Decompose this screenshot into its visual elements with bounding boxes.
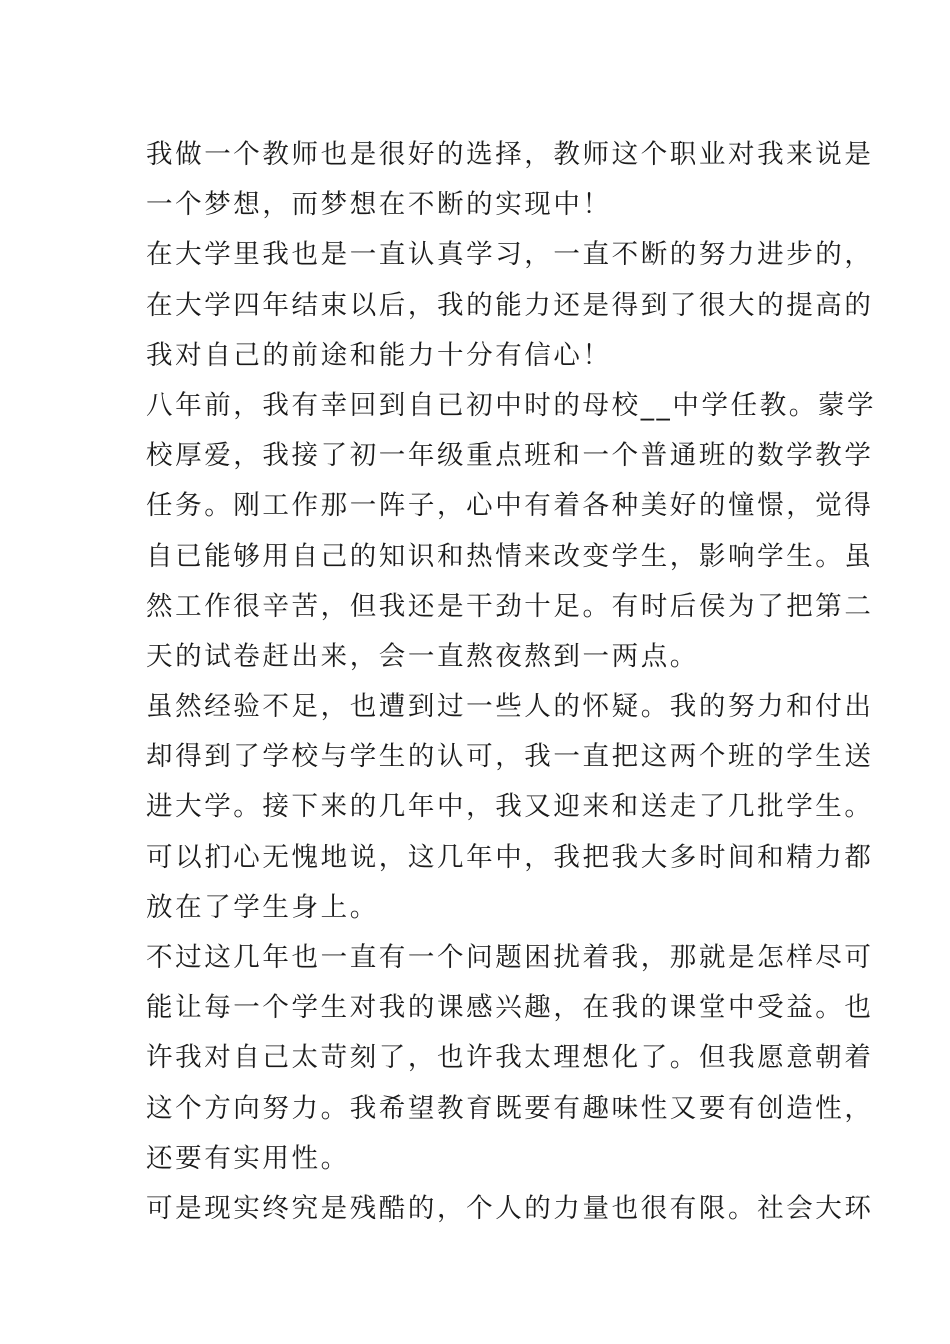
text-line: 能让每一个学生对我的课感兴趣，在我的课堂中受益。也	[146, 992, 874, 1024]
text-line: 然工作很辛苦，但我还是干劲十足。有时后侯为了把第二	[146, 590, 874, 622]
text-line: 却得到了学校与学生的认可，我一直把这两个班的学生送	[146, 741, 874, 773]
text-line: 校厚爱，我接了初一年级重点班和一个普通班的数学教学	[146, 440, 874, 472]
text-line: 我对自己的前途和能力十分有信心！	[146, 339, 612, 371]
text-line: 八年前，我有幸回到自已初中时的母校__中学任教。蒙学	[146, 389, 877, 421]
document-body	[146, 130, 877, 1234]
text-line: 自已能够用自己的知识和热情来改变学生，影响学生。虽	[146, 540, 874, 572]
text-line: 这个方向努力。我希望教育既要有趣味性又要有创造性，	[146, 1092, 874, 1124]
text-line: 在大学四年结束以后，我的能力还是得到了很大的提高的	[146, 289, 874, 321]
text-line: 许我对自己太苛刻了，也许我太理想化了。但我愿意朝着	[146, 1042, 874, 1074]
text-line: 还要有实用性。	[146, 1142, 350, 1174]
text-line: 不过这几年也一直有一个问题困扰着我，那就是怎样尽可	[146, 942, 874, 973]
text-line: 虽然经验不足，也遭到过一些人的怀疑。我的努力和付出	[146, 691, 874, 723]
text-line: 进大学。接下来的几年中，我又迎来和送走了几批学生。	[146, 791, 874, 823]
text-line: 可以扪心无愧地说，这几年中，我把我大多时间和精力都	[146, 841, 874, 873]
text-line: 任务。刚工作那一阵子，心中有着各种美好的憧憬，觉得	[146, 490, 874, 522]
text-line: 放在了学生身上。	[146, 891, 379, 923]
text-line: 可是现实终究是残酷的，个人的力量也很有限。社会大环	[146, 1192, 874, 1224]
text-line: 在大学里我也是一直认真学习，一直不断的努力进步的，	[146, 239, 874, 271]
text-line: 一个梦想，而梦想在不断的实现中！	[146, 189, 612, 221]
text-line: 我做一个教师也是很好的选择，教师这个职业对我来说是	[146, 139, 874, 170]
text-line: 天的试卷赶出来，会一直熬夜熬到一两点。	[146, 640, 699, 672]
